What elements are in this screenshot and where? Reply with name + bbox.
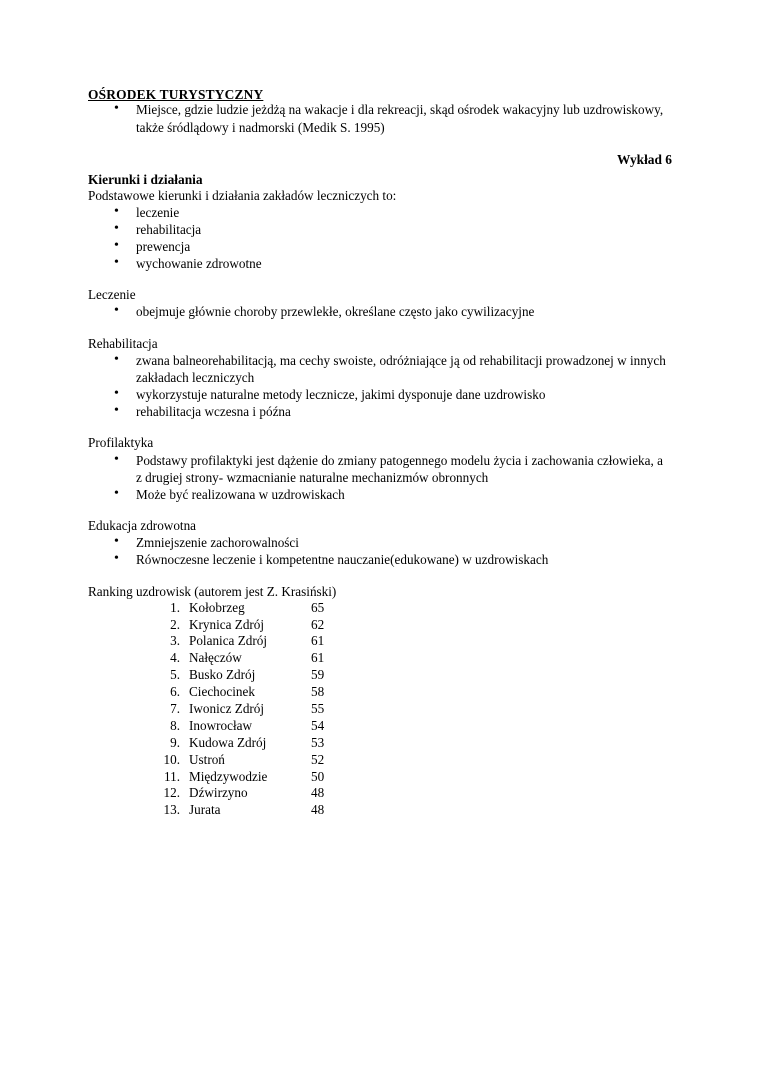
spacer (88, 503, 672, 517)
spacer (88, 136, 672, 153)
list-item (88, 650, 672, 667)
bullet-list-kierunki (88, 204, 672, 273)
ranking-number: 5. (170, 667, 180, 683)
ranking-name: Polanica Zdrój (189, 633, 268, 649)
title-bullet-list (88, 101, 672, 135)
ranking-number: 10. (163, 751, 180, 767)
list-item: • Zmniejszenie zachorowalności (88, 534, 672, 551)
ranking-name: Międzywodzie (189, 768, 268, 784)
list-item: • rehabilitacja (88, 221, 672, 238)
ranking-score: 61 (311, 650, 325, 666)
ranking-number: 2. (170, 616, 180, 632)
ranking-number: 13. (163, 802, 180, 818)
ranking-name: Kudowa Zdrój (189, 734, 267, 750)
lecture-marker: Wykład 6 (617, 151, 672, 167)
ranking-name: Nałęczów (189, 650, 242, 666)
ranking-number: 3. (170, 633, 180, 649)
list-item: • Miejsce, gdzie ludzie jeżdżą na wakacje i dla rekreacji, skąd ośrodek wakacyjny lub uzdrowiskowy, także śródlądowy i nadmorski (Medik S. 1995) (88, 101, 672, 135)
ranking-number: 11. (164, 768, 180, 784)
list-item: • obejmuje głównie choroby przewlekłe, określane często jako cywilizacyjne (88, 303, 672, 320)
ranking-score: 53 (311, 734, 325, 750)
ranking-score: 55 (311, 701, 325, 716)
list-item: • wychowanie zdrowotne (88, 255, 672, 272)
ranking-name: Jurata (189, 802, 221, 818)
list-item (88, 735, 672, 752)
ranking-caption: Ranking uzdrowisk (autorem jest Z. Krasiński) (88, 583, 337, 599)
ranking-number: 9. (170, 734, 180, 750)
list-item (88, 785, 672, 802)
spacer (88, 420, 672, 434)
ranking-number: 7. (170, 701, 180, 716)
ranking-score: 58 (311, 684, 325, 700)
section-heading-profilaktyka: Profilaktyka (88, 435, 154, 451)
ranking-score: 50 (311, 768, 325, 784)
ranking-name: Ciechocinek (189, 684, 255, 700)
section-heading-leczenie: Leczenie (88, 287, 136, 303)
page-title: OŚRODEK TURYSTYCZNY (88, 87, 264, 102)
ranking-number: 4. (170, 650, 180, 666)
section-intro-kierunki: Podstawowe kierunki i działania zakładów leczniczych to: (88, 187, 397, 203)
list-item: • prewencja (88, 238, 672, 255)
list-item: • Równoczesne leczenie i kompetentne nauczanie(edukowane) w uzdrowiskach (88, 551, 672, 568)
list-item (88, 769, 672, 786)
ranking-name: Iwonicz Zdrój (189, 701, 265, 716)
ranking-number: 1. (170, 599, 180, 615)
spacer (88, 569, 672, 583)
list-item: • Może być realizowana w uzdrowiskach (88, 486, 672, 503)
list-item (88, 600, 672, 617)
list-item (88, 802, 672, 819)
ranking-name: Busko Zdrój (189, 667, 256, 683)
ranking-name: Ustroń (189, 751, 225, 767)
list-item: • zwana balneorehabilitacją, ma cechy swoiste, odróżniające ją od rehabilitacji prowadzonej w innych zakładach leczniczych (88, 352, 672, 386)
ranking-number: 12. (163, 785, 180, 801)
list-item: • rehabilitacja wczesna i późna (88, 403, 672, 420)
ranking-score: 54 (311, 717, 325, 733)
section-heading-kierunki: Kierunki i działania (88, 172, 203, 188)
ranking-score: 65 (311, 599, 325, 615)
list-item (88, 718, 672, 735)
bullet-list-rehabilitacja (88, 352, 672, 421)
ranking-name: Kołobrzeg (189, 599, 245, 615)
list-item (88, 667, 672, 684)
ranking-number: 8. (170, 717, 180, 733)
list-item (88, 701, 672, 718)
bullet-list-edukacja (88, 534, 672, 568)
list-item (88, 684, 672, 701)
ranking-name: Dźwirzyno (189, 785, 248, 801)
ranking-name: Krynica Zdrój (189, 616, 265, 632)
ranking-score: 59 (311, 667, 325, 683)
ranking-name: Inowrocław (189, 717, 252, 733)
ranking-score: 62 (311, 616, 325, 632)
list-item (88, 752, 672, 769)
list-item: • leczenie (88, 204, 672, 221)
list-item: • wykorzystuje naturalne metody lecznicze, jakimi dysponuje dane uzdrowisko (88, 386, 672, 403)
section-heading-edukacja: Edukacja zdrowotna (88, 518, 197, 534)
ranking-score: 61 (311, 633, 325, 649)
bullet-list-leczenie (88, 303, 672, 320)
ranking-list (88, 600, 672, 820)
ranking-score: 48 (311, 802, 325, 818)
section-heading-rehabilitacja: Rehabilitacja (88, 335, 158, 351)
ranking-score: 52 (311, 751, 325, 767)
ranking-number: 6. (170, 684, 180, 700)
list-item (88, 633, 672, 650)
spacer (88, 272, 672, 286)
bullet-list-profilaktyka (88, 452, 672, 503)
spacer (88, 321, 672, 335)
list-item (88, 617, 672, 634)
list-item: • Podstawy profilaktyki jest dążenie do zmiany patogennego modelu życia i zachowania człowieka, a z drugiej strony- wzmacnianie naturalne mechanizmów obronnych (88, 452, 672, 486)
ranking-score: 48 (311, 785, 325, 801)
